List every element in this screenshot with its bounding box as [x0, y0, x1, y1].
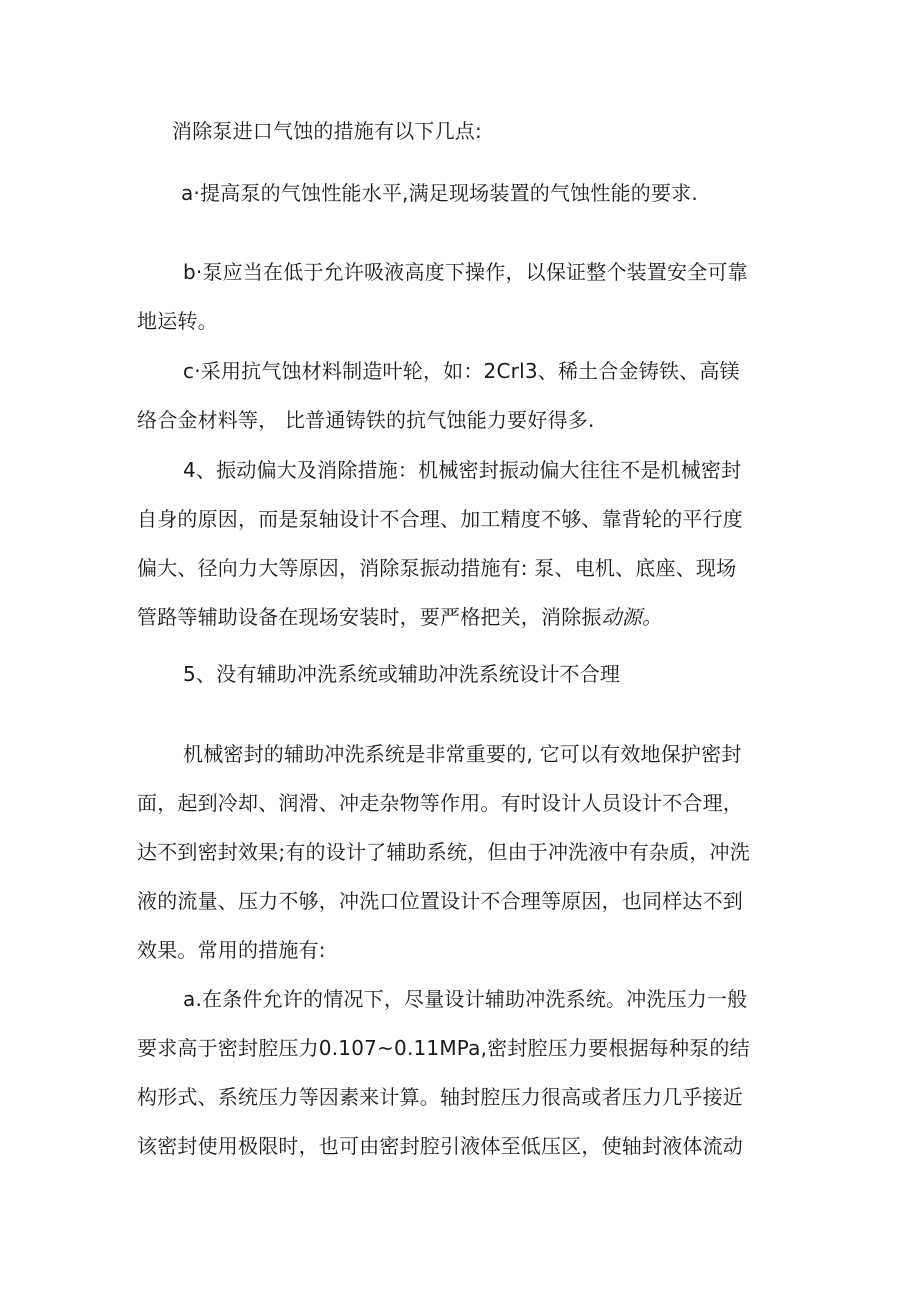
flush-para-line-2: 面，起到冷却、润滑、冲走杂物等作用。有时设计人员设计不合理，: [137, 791, 743, 815]
flush-para-line-1: 机械密封的辅助冲洗系统是非常重要的, 它可以有效地保护密封: [183, 742, 742, 766]
flush-a-line-4: 该密封使用极限时，也可由密封腔引液体至低压区，使轴封液体流动: [137, 1134, 743, 1158]
item-b-line-1: b·泵应当在低于允许吸液高度下操作，以保证整个装置安全可靠: [183, 260, 748, 284]
flush-a-line-1: a.在条件允许的情况下，尽量设计辅助冲洗系统。冲洗压力一般: [183, 987, 748, 1011]
section-4-line-4: [137, 603, 920, 631]
section-4-line-3: 偏大、径向力大等原因，消除泵振动措施有: 泵、电机、底座、现场: [137, 556, 737, 580]
item-c-line-2: 络合金材料等， 比普通铸铁的抗气蚀能力要好得多.: [137, 408, 595, 432]
section-5-title: 5、没有辅助冲洗系统或辅助冲洗系统设计不合理: [183, 662, 621, 686]
section-4-line-4-text: 管路等辅助设备在现场安装时，要严格把关，消除振: [137, 605, 602, 629]
section-4-line-2: 自身的原因，而是泵轴设计不合理、加工精度不够、靠背轮的平行度: [137, 507, 743, 531]
flush-para-line-5: 效果。常用的措施有:: [137, 938, 326, 962]
flush-a-line-2: 要求高于密封腔压力0.107~0.11MPa,密封腔压力要根据每种泵的结: [137, 1036, 750, 1060]
section-4-italic-end: 动源。: [601, 605, 663, 629]
item-c-line-1: c·采用抗气蚀材料制造叶轮，如：2Crl3、稀土合金铸铁、高镁: [183, 359, 740, 383]
flush-a-line-3: 构形式、系统压力等因素来计算。轴封腔压力很高或者压力几乎接近: [137, 1085, 743, 1109]
intro-line: 消除泵进口气蚀的措施有以下几点:: [172, 119, 482, 143]
item-b-line-2: 地运转。: [137, 309, 218, 333]
section-4-line-1: 4、振动偏大及消除措施：机械密封振动偏大往往不是机械密封: [183, 458, 742, 482]
flush-para-line-4: 液的流量、压力不够，冲洗口位置设计不合理等原因，也同样达不到: [137, 889, 743, 913]
item-a-line: a·提高泵的气蚀性能水平,满足现场装置的气蚀性能的要求.: [181, 181, 698, 205]
flush-para-line-3: 达不到密封效果;有的设计了辅助系统，但由于冲洗液中有杂质，冲洗: [137, 840, 750, 864]
